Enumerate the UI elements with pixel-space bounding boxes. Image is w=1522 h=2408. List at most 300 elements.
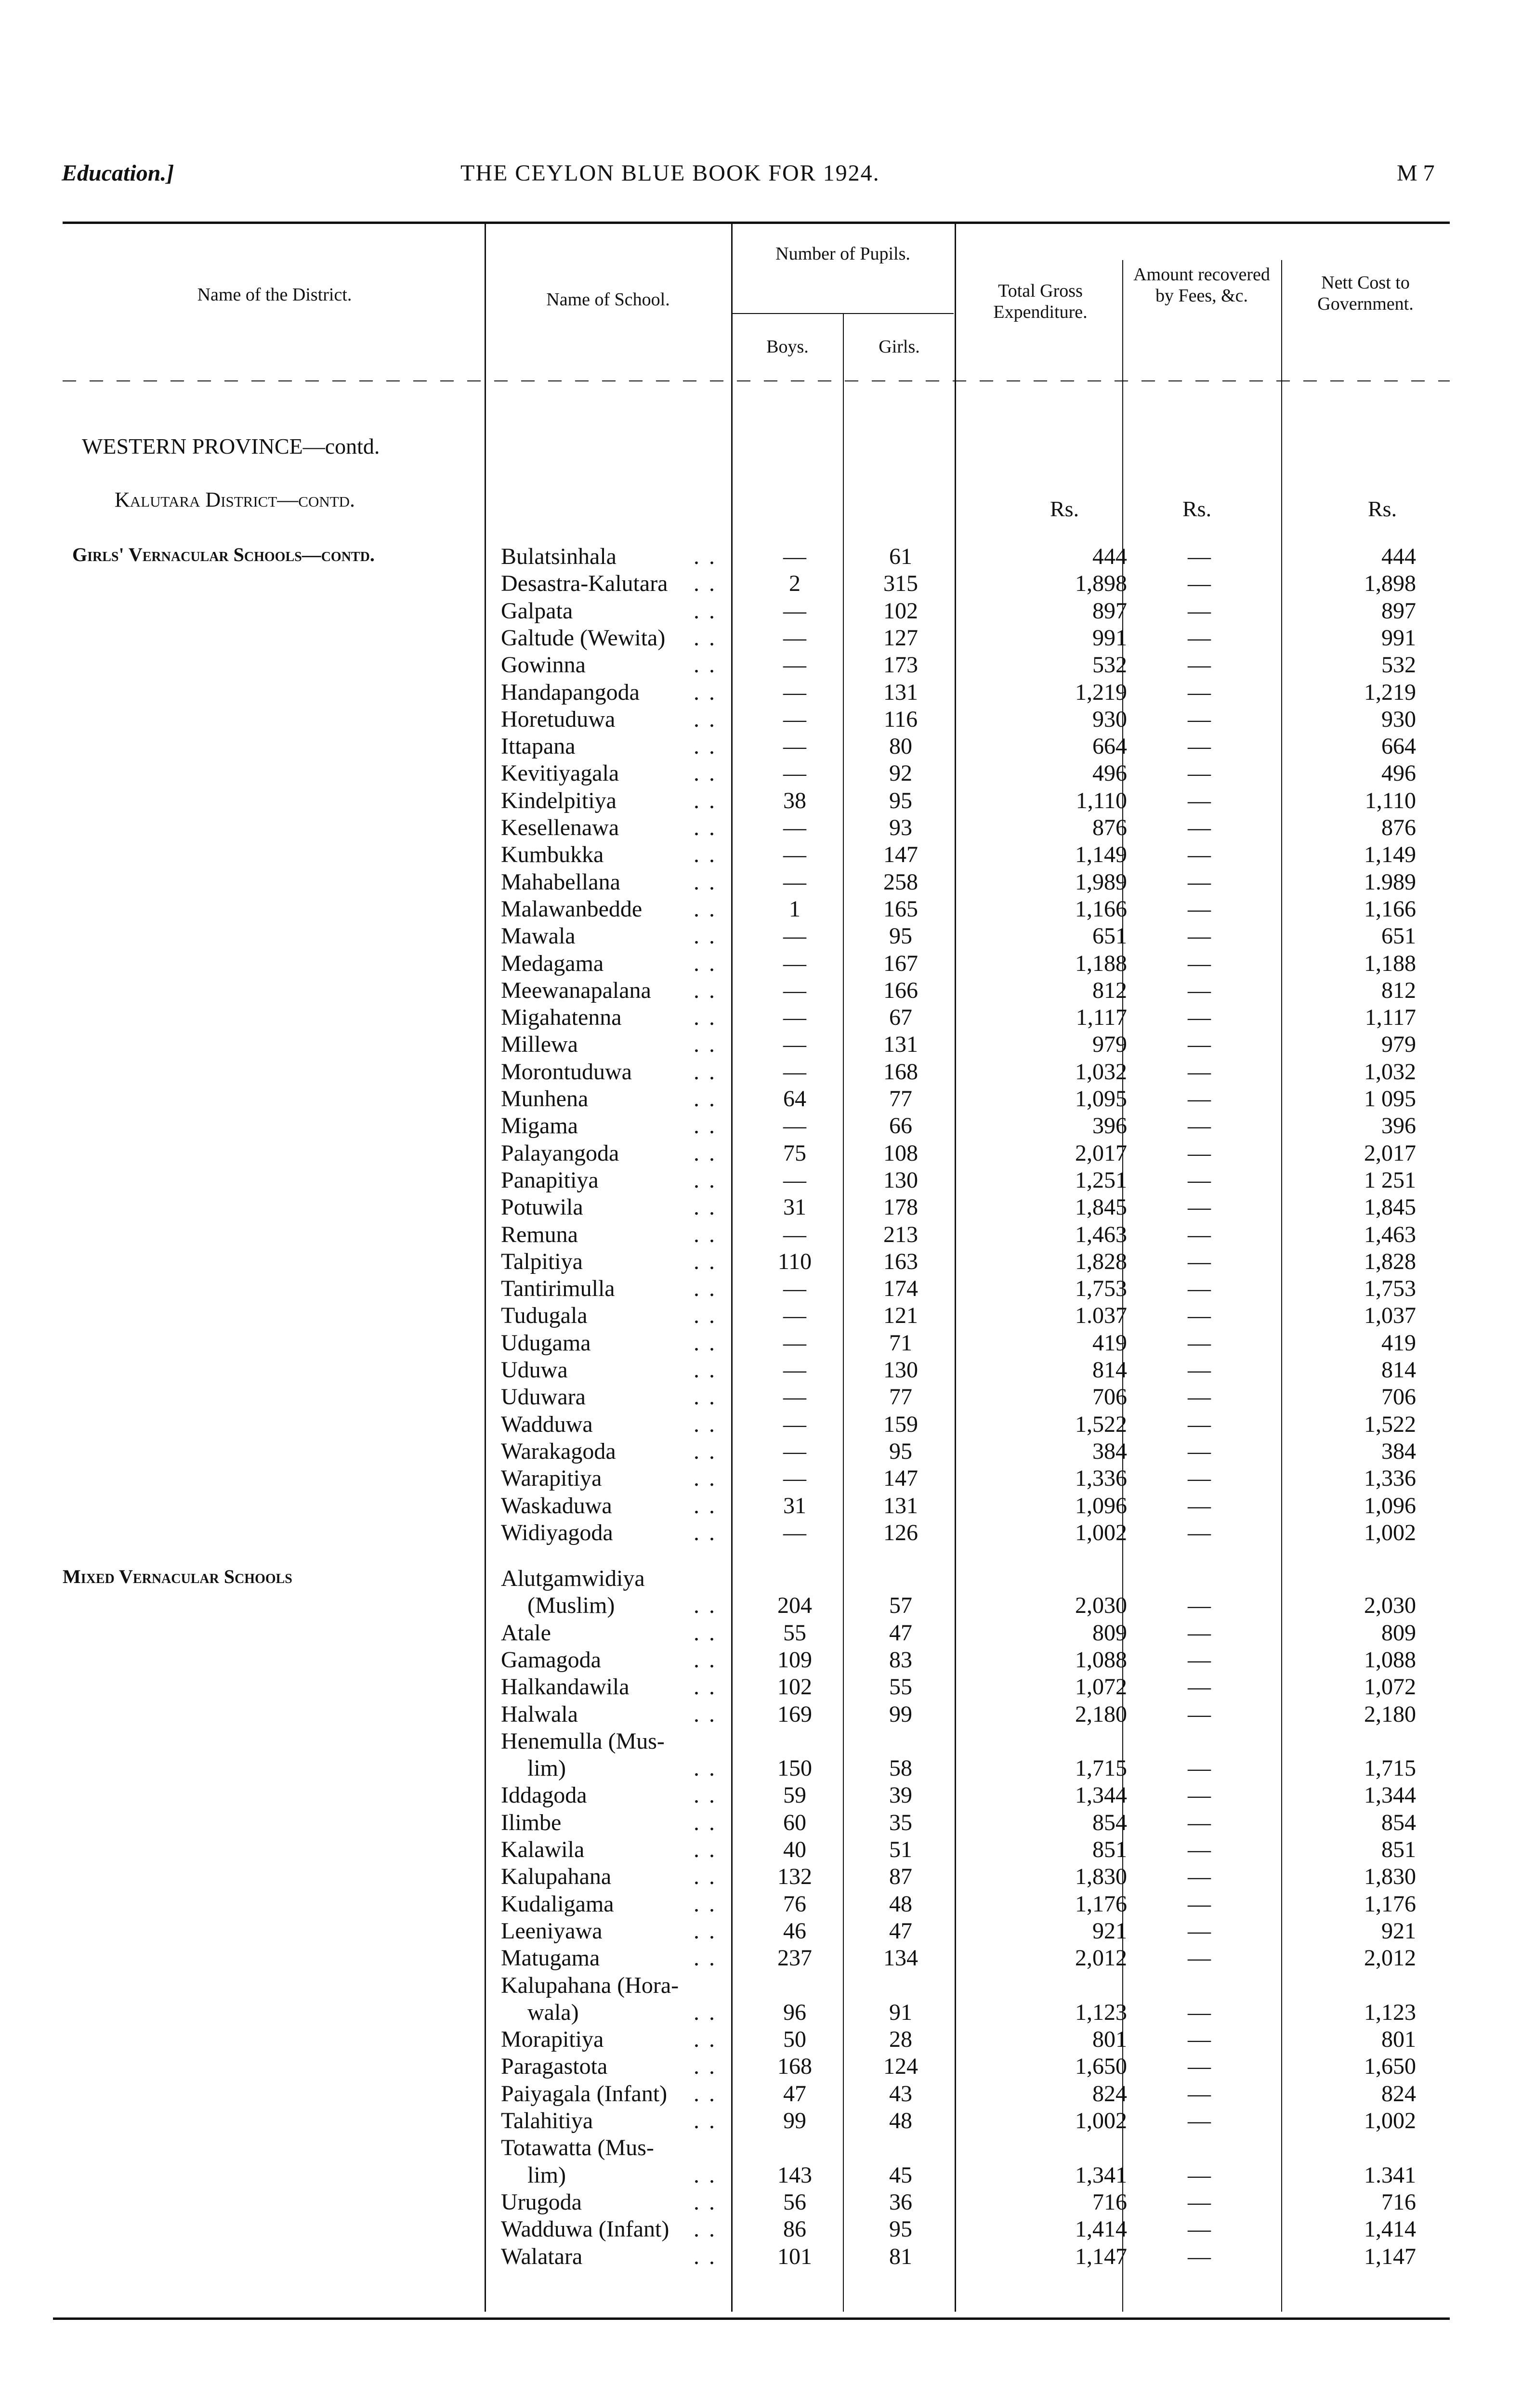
leader-dots: . . — [694, 1357, 717, 1383]
school-name: Leeniyawa — [501, 1918, 603, 1944]
school-name: Talahitiya — [501, 2108, 593, 2133]
cell-nett: 1,219 — [1364, 680, 1416, 705]
leader-dots: . . — [694, 707, 717, 732]
school-name: Mawala — [501, 923, 576, 949]
leader-dots: . . — [694, 1782, 717, 1808]
cell-nett: 1,096 — [1364, 1493, 1416, 1518]
leader-dots: . . — [694, 1032, 717, 1057]
cell-gross: 2,180 — [1075, 1701, 1127, 1727]
table-row — [0, 869, 1522, 896]
school-name: Millewa — [501, 1032, 578, 1057]
leader-dots: . . — [694, 760, 717, 786]
school-name: Galpata — [501, 598, 573, 624]
table-row — [0, 1674, 1522, 1701]
cell-boys: 86 — [783, 2216, 806, 2242]
cell-fees: — — [1188, 1303, 1211, 1328]
cell-nett: 851 — [1381, 1837, 1416, 1862]
table-row — [0, 1004, 1522, 1031]
cell-gross: 1,147 — [1075, 2244, 1127, 2269]
cell-fees: — — [1188, 707, 1211, 732]
cell-nett: 1,753 — [1364, 1276, 1416, 1301]
cell-fees: — — [1188, 1647, 1211, 1673]
cell-fees: — — [1188, 2162, 1211, 2188]
cell-fees: — — [1188, 1357, 1211, 1383]
school-name: Udugama — [501, 1330, 591, 1356]
table-row — [0, 1411, 1522, 1438]
cell-boys: — — [783, 598, 806, 624]
school-name: Gowinna — [501, 652, 586, 678]
school-name: Halwala — [501, 1701, 578, 1727]
leader-dots: . . — [694, 978, 717, 1003]
col-header-pupils: Number of Pupils. — [775, 244, 910, 264]
cell-nett: 1,715 — [1364, 1755, 1416, 1781]
table-row — [0, 1059, 1522, 1086]
table-row — [0, 2107, 1522, 2134]
table-row — [0, 1248, 1522, 1275]
school-name: Kevitiyagala — [501, 760, 619, 786]
group-title-mixed-vernacular: Mixed Vernacular Schools — [63, 1566, 292, 1587]
leader-dots: . . — [694, 680, 717, 705]
cell-girls: 58 — [889, 1755, 912, 1781]
unit-fees: Rs. — [1182, 497, 1212, 521]
cell-boys: 56 — [783, 2189, 806, 2215]
cell-gross: 814 — [1092, 1357, 1127, 1383]
cell-boys: 99 — [783, 2108, 806, 2133]
cell-girls: 159 — [883, 1412, 918, 1437]
table-row — [0, 977, 1522, 1004]
cell-nett: 1 095 — [1364, 1086, 1416, 1112]
cell-gross: 1,715 — [1075, 1755, 1127, 1781]
school-name: Desastra-Kalutara — [501, 571, 668, 596]
table-row — [0, 2081, 1522, 2107]
cell-boys: — — [783, 869, 806, 895]
cell-gross: 1,166 — [1075, 896, 1127, 922]
group-title-girls-vernacular: Girls' Vernacular Schools—contd. — [72, 544, 375, 565]
cell-nett: 2,017 — [1364, 1140, 1416, 1166]
cell-nett: 396 — [1381, 1113, 1416, 1139]
cell-girls: 130 — [883, 1357, 918, 1383]
cell-girls: 45 — [889, 2162, 912, 2188]
leader-dots: . . — [694, 815, 717, 840]
cell-boys: 64 — [783, 1086, 806, 1112]
cell-girls: 213 — [883, 1222, 918, 1247]
cell-girls: 108 — [883, 1140, 918, 1166]
cell-girls: 165 — [883, 896, 918, 922]
cell-gross: 812 — [1092, 978, 1127, 1003]
cell-girls: 51 — [889, 1837, 912, 1862]
school-name: Warapitiya — [501, 1466, 602, 1491]
cell-boys: 47 — [783, 2081, 806, 2107]
leader-dots: . . — [694, 869, 717, 895]
cell-gross: 1,002 — [1075, 1520, 1127, 1545]
cell-gross: 1,110 — [1076, 788, 1127, 813]
cell-gross: 979 — [1092, 1032, 1127, 1057]
cell-fees: — — [1188, 1945, 1211, 1971]
cell-boys: 46 — [783, 1918, 806, 1944]
school-name: Totawatta (Mus- — [501, 2135, 654, 2160]
cell-nett: 930 — [1381, 707, 1416, 732]
cell-nett: 1,147 — [1364, 2244, 1416, 2269]
cell-gross: 532 — [1092, 652, 1127, 678]
cell-gross: 801 — [1092, 2027, 1127, 2052]
cell-boys: 101 — [777, 2244, 812, 2269]
cell-fees: — — [1188, 1864, 1211, 1889]
cell-nett: 1,845 — [1364, 1194, 1416, 1220]
cell-fees: — — [1188, 1113, 1211, 1139]
school-name: Paragastota — [501, 2054, 608, 2079]
cell-nett: 1,088 — [1364, 1647, 1416, 1673]
school-name: wala) — [527, 2000, 579, 2025]
table-row — [0, 706, 1522, 733]
cell-nett: 854 — [1381, 1810, 1416, 1835]
cell-nett: 384 — [1381, 1439, 1416, 1464]
cell-fees: — — [1188, 625, 1211, 651]
cell-girls: 48 — [889, 2108, 912, 2133]
cell-fees: — — [1188, 1493, 1211, 1518]
leader-dots: . . — [694, 544, 717, 569]
cell-girls: 95 — [889, 1439, 912, 1464]
cell-gross: 1,828 — [1075, 1249, 1127, 1274]
school-name: Potuwila — [501, 1194, 583, 1220]
cell-nett: 706 — [1381, 1384, 1416, 1410]
col-header-district: Name of the District. — [197, 285, 352, 305]
cell-boys: — — [783, 815, 806, 840]
cell-fees: — — [1188, 1330, 1211, 1356]
cell-gross: 1,123 — [1075, 2000, 1127, 2025]
cell-boys: 96 — [783, 2000, 806, 2025]
cell-girls: 168 — [883, 1059, 918, 1085]
school-name: Kalupahana (Hora- — [501, 1973, 679, 1998]
cell-fees: — — [1188, 1384, 1211, 1410]
leader-dots: . . — [694, 1249, 717, 1274]
school-name: Remuna — [501, 1222, 578, 1247]
cell-girls: 116 — [883, 707, 918, 732]
table-row — [0, 1357, 1522, 1384]
cell-girls: 166 — [883, 978, 918, 1003]
leader-dots: . . — [694, 1466, 717, 1491]
school-name: Horetuduwa — [501, 707, 616, 732]
cell-boys: 50 — [783, 2027, 806, 2052]
table-row — [0, 679, 1522, 706]
cell-fees: — — [1188, 2216, 1211, 2242]
cell-girls: 173 — [883, 652, 918, 678]
cell-girls: 28 — [889, 2027, 912, 2052]
cell-fees: — — [1188, 2054, 1211, 2079]
school-name: (Muslim) — [527, 1593, 615, 1618]
cell-boys: — — [783, 625, 806, 651]
school-name: Wadduwa — [501, 1412, 593, 1437]
cell-nett: 2,030 — [1364, 1593, 1416, 1618]
table-row — [0, 1647, 1522, 1674]
table-row — [0, 1809, 1522, 1836]
cell-nett: 664 — [1381, 733, 1416, 759]
cell-gross: 1,344 — [1075, 1782, 1127, 1808]
cell-nett: 716 — [1381, 2189, 1416, 2215]
cell-boys: 31 — [783, 1194, 806, 1220]
cell-gross: 1,149 — [1075, 842, 1127, 867]
page-number: M 7 — [1397, 160, 1435, 186]
leader-dots: . . — [694, 1918, 717, 1944]
leader-dots: . . — [694, 2244, 717, 2269]
cell-boys: — — [783, 1412, 806, 1437]
cell-boys: — — [783, 1384, 806, 1410]
cell-gross: 444 — [1092, 544, 1127, 569]
cell-nett: 419 — [1381, 1330, 1416, 1356]
table-row — [0, 652, 1522, 679]
table-row — [0, 2243, 1522, 2270]
leader-dots: . . — [694, 1755, 717, 1781]
cell-girls: 127 — [883, 625, 918, 651]
school-name: Talpitiya — [501, 1249, 583, 1274]
school-name: Kalawila — [501, 1837, 585, 1862]
cell-girls: 57 — [889, 1593, 912, 1618]
cell-boys: — — [783, 951, 806, 976]
cell-nett: 2,180 — [1364, 1701, 1416, 1727]
table-row — [0, 2053, 1522, 2080]
school-name: Handapangoda — [501, 680, 640, 705]
table-row — [0, 1918, 1522, 1945]
cell-gross: 897 — [1092, 598, 1127, 624]
cell-fees: — — [1188, 1086, 1211, 1112]
table-row — [0, 570, 1522, 597]
cell-gross: 2,012 — [1075, 1945, 1127, 1971]
leader-dots: . . — [694, 1303, 717, 1328]
cell-gross: 2,030 — [1075, 1593, 1127, 1618]
cell-gross: 930 — [1092, 707, 1127, 732]
cell-girls: 77 — [889, 1384, 912, 1410]
table-row — [0, 598, 1522, 625]
cell-nett: 1,176 — [1364, 1891, 1416, 1917]
cell-girls: 131 — [883, 680, 918, 705]
school-name: Alutgamwidiya — [501, 1566, 645, 1591]
table-row — [0, 543, 1522, 570]
cell-boys: 31 — [783, 1493, 806, 1518]
cell-fees: — — [1188, 652, 1211, 678]
leader-dots: . . — [694, 1837, 717, 1862]
cell-nett: 1,037 — [1364, 1303, 1416, 1328]
cell-girls: 71 — [889, 1330, 912, 1356]
leader-dots: . . — [694, 1086, 717, 1112]
table-row — [0, 2162, 1522, 2189]
cell-fees: — — [1188, 1276, 1211, 1301]
leader-dots: . . — [694, 1520, 717, 1545]
leader-dots: . . — [694, 2108, 717, 2133]
cell-boys: — — [783, 733, 806, 759]
cell-nett: 2,012 — [1364, 1945, 1416, 1971]
cell-nett: 921 — [1381, 1918, 1416, 1944]
table-row — [0, 1755, 1522, 1782]
cell-nett: 809 — [1381, 1620, 1416, 1646]
cell-fees: — — [1188, 842, 1211, 867]
table-row — [0, 1565, 1522, 1592]
school-name: Matugama — [501, 1945, 600, 1971]
cell-girls: 81 — [889, 2244, 912, 2269]
cell-boys: 75 — [783, 1140, 806, 1166]
cell-fees: — — [1188, 2081, 1211, 2107]
cell-girls: 43 — [889, 2081, 912, 2107]
leader-dots: . . — [694, 1620, 717, 1646]
cell-gross: 991 — [1092, 625, 1127, 651]
cell-fees: — — [1188, 978, 1211, 1003]
cell-girls: 67 — [889, 1005, 912, 1030]
leader-dots: . . — [694, 1412, 717, 1437]
cell-fees: — — [1188, 1032, 1211, 1057]
school-name: Meewanapalana — [501, 978, 651, 1003]
table-row — [0, 896, 1522, 923]
cell-gross: 1,522 — [1075, 1412, 1127, 1437]
leader-dots: . . — [694, 733, 717, 759]
leader-dots: . . — [694, 1593, 717, 1618]
leader-dots: . . — [694, 923, 717, 949]
cell-nett: 1,032 — [1364, 1059, 1416, 1085]
cell-boys: — — [783, 1357, 806, 1383]
leader-dots: . . — [694, 571, 717, 596]
cell-nett: 876 — [1381, 815, 1416, 840]
cell-nett: 1,002 — [1364, 2108, 1416, 2133]
cell-gross: 496 — [1092, 760, 1127, 786]
cell-gross: 1,414 — [1075, 2216, 1127, 2242]
leader-dots: . . — [694, 2000, 717, 2025]
table-row — [0, 1167, 1522, 1194]
cell-fees: — — [1188, 815, 1211, 840]
cell-fees: — — [1188, 760, 1211, 786]
cell-gross: 396 — [1092, 1113, 1127, 1139]
cell-boys: 59 — [783, 1782, 806, 1808]
cell-fees: — — [1188, 1810, 1211, 1835]
cell-girls: 131 — [883, 1032, 918, 1057]
cell-fees: — — [1188, 733, 1211, 759]
cell-girls: 93 — [889, 815, 912, 840]
school-name: Kalupahana — [501, 1864, 612, 1889]
cell-boys: — — [783, 1059, 806, 1085]
cell-nett: 1,336 — [1364, 1466, 1416, 1491]
cell-nett: 1,344 — [1364, 1782, 1416, 1808]
leader-dots: . . — [694, 1945, 717, 1971]
cell-fees: — — [1188, 896, 1211, 922]
school-name: Morontuduwa — [501, 1059, 632, 1085]
table-row — [0, 2189, 1522, 2216]
table-row — [0, 814, 1522, 841]
cell-nett: 801 — [1381, 2027, 1416, 2052]
cell-boys: — — [783, 1167, 806, 1193]
cell-boys: 150 — [777, 1755, 812, 1781]
leader-dots: . . — [694, 1647, 717, 1673]
cell-girls: 92 — [889, 760, 912, 786]
cell-gross: 876 — [1092, 815, 1127, 840]
school-name: Medagama — [501, 951, 604, 976]
leader-dots: . . — [694, 1701, 717, 1727]
leader-dots: . . — [694, 842, 717, 867]
cell-fees: — — [1188, 1918, 1211, 1944]
school-name: Walatara — [501, 2244, 583, 2269]
table-row — [0, 625, 1522, 652]
cell-boys: — — [783, 1330, 806, 1356]
school-name: Ilimbe — [501, 1810, 562, 1835]
school-name: Tantirimulla — [501, 1276, 615, 1301]
cell-boys: 143 — [777, 2162, 812, 2188]
leader-dots: . . — [694, 1059, 717, 1085]
col-header-school: Name of School. — [546, 289, 670, 310]
cell-gross: 1,088 — [1075, 1647, 1127, 1673]
school-name: Mahabellana — [501, 869, 620, 895]
cell-gross: 651 — [1092, 923, 1127, 949]
leader-dots: . . — [694, 1113, 717, 1139]
cell-fees: — — [1188, 923, 1211, 949]
cell-nett: 1,117 — [1365, 1005, 1416, 1030]
cell-girls: 130 — [883, 1167, 918, 1193]
cell-nett: 1,002 — [1364, 1520, 1416, 1545]
cell-gross: 809 — [1092, 1620, 1127, 1646]
cell-nett: 1,830 — [1364, 1864, 1416, 1889]
cell-fees: — — [1188, 1520, 1211, 1545]
school-name: Widiyagoda — [501, 1520, 613, 1545]
school-name: Gamagoda — [501, 1647, 601, 1673]
cell-fees: — — [1188, 2108, 1211, 2133]
table-bottom-rule — [53, 2317, 1450, 2320]
cell-boys: 40 — [783, 1837, 806, 1862]
cell-fees: — — [1188, 2000, 1211, 2025]
leader-dots: . . — [694, 1276, 717, 1301]
cell-fees: — — [1188, 598, 1211, 624]
leader-dots: . . — [694, 2162, 717, 2188]
cell-girls: 87 — [889, 1864, 912, 1889]
table-row — [0, 1086, 1522, 1112]
cell-girls: 126 — [883, 1520, 918, 1545]
cell-girls: 102 — [883, 598, 918, 624]
cell-fees: — — [1188, 951, 1211, 976]
cell-boys: — — [783, 978, 806, 1003]
school-name: Malawanbedde — [501, 896, 643, 922]
cell-nett: 444 — [1381, 544, 1416, 569]
cell-boys: 169 — [777, 1701, 812, 1727]
cell-gross: 1,898 — [1075, 571, 1127, 596]
col-header-girls: Girls. — [879, 337, 920, 357]
cell-girls: 99 — [889, 1701, 912, 1727]
cell-fees: — — [1188, 1837, 1211, 1862]
cell-boys: — — [783, 544, 806, 569]
table-row — [0, 1140, 1522, 1167]
cell-nett: 496 — [1381, 760, 1416, 786]
cell-girls: 121 — [883, 1303, 918, 1328]
school-name: Panapitiya — [501, 1167, 599, 1193]
cell-boys: — — [783, 652, 806, 678]
table-row — [0, 1999, 1522, 2026]
school-name: lim) — [527, 1755, 566, 1781]
table-row — [0, 2026, 1522, 2053]
cell-girls: 124 — [883, 2054, 918, 2079]
cell-fees: — — [1188, 1701, 1211, 1727]
district-heading: Kalutara District—contd. — [115, 488, 355, 511]
cell-boys: — — [783, 923, 806, 949]
cell-girls: 91 — [889, 2000, 912, 2025]
cell-boys: 109 — [777, 1647, 812, 1673]
cell-nett: 991 — [1381, 625, 1416, 651]
cell-boys: — — [783, 1222, 806, 1247]
leader-dots: . . — [694, 1384, 717, 1410]
leader-dots: . . — [694, 1493, 717, 1518]
unit-gross: Rs. — [1050, 497, 1079, 521]
cell-nett: 1,123 — [1364, 2000, 1416, 2025]
leader-dots: . . — [694, 2189, 717, 2215]
leader-dots: . . — [694, 625, 717, 651]
cell-nett: 814 — [1381, 1357, 1416, 1383]
school-name: Kindelpitiya — [501, 788, 617, 813]
cell-fees: — — [1188, 1593, 1211, 1618]
table-row — [0, 1592, 1522, 1619]
cell-girls: 80 — [889, 733, 912, 759]
cell-fees: — — [1188, 1005, 1211, 1030]
cell-girls: 178 — [883, 1194, 918, 1220]
